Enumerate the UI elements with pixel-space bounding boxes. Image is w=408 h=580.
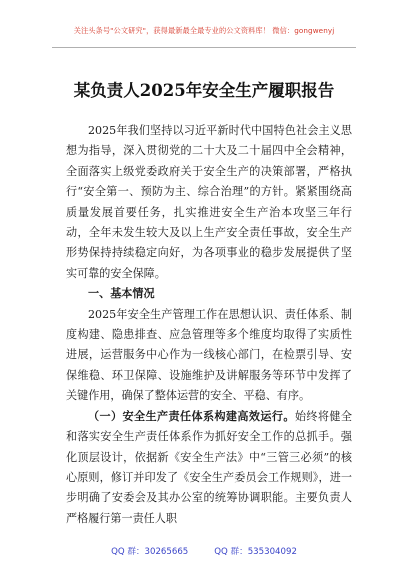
basic-situation-paragraph: 2025年安全生产管理工作在思想认识、责任体系、制度构建、隐患排查、应急管理等多个维度均取得了实质性进展，运营服务中心作为一线核心部门，在检票引导、安保维稳、环卫保障、设施维护及讲解服务等环节中发挥了关键作用，确保了整体运营的安全、平稳、有序。 [66, 307, 352, 403]
subsection-heading-responsibility-system: （一）安全生产责任体系构建高效运行。 [88, 409, 295, 423]
responsibility-system-text: 始终将健全和落实安全生产责任体系作为抓好安全工作的总抓手。强化顶层设计，依据新《安全生产法》中“三管三必须”的核心原则，修订并印发了《安全生产委员会工作规则》，进一步明确了安委会及其办公室的统筹协调职能。主要负责人严格履行第一责任人职 [66, 409, 352, 525]
footer-qq-group-1: QQ 群：30265665 [111, 547, 189, 557]
header-divider [52, 47, 356, 48]
footer-contacts [0, 545, 408, 557]
intro-paragraph: 2025年我们坚持以习近平新时代中国特色社会主义思想为指导，深入贯彻党的二十大及二十届四中全会精神，全面落实上级党委政府关于安全生产的决策部署，严格执行“安全第一、预防为主、综合治理”的方针。紧紧围绕高质量发展首要任务，扎实推进安全生产治本攻坚三年行动，全年未发生较大及以上生产安全责任事故，安全生产形势保持持续稳定向好，为各项事业的稳步发展提供了坚实可靠的安全保障。 [66, 124, 352, 280]
section-heading-basic-situation: 一、基本情况 [88, 287, 155, 301]
footer-qq-group-2: QQ 群：535304092 [214, 547, 297, 557]
header-promo-note: 关注头条号"公文研究"，获得最新最全最专业的公文资料库！ 微信：gongwenyj [73, 26, 335, 35]
document-title: 某负责人2025年安全生产履职报告 [73, 81, 335, 100]
document-body [66, 121, 352, 529]
responsibility-system-paragraph [66, 407, 352, 529]
